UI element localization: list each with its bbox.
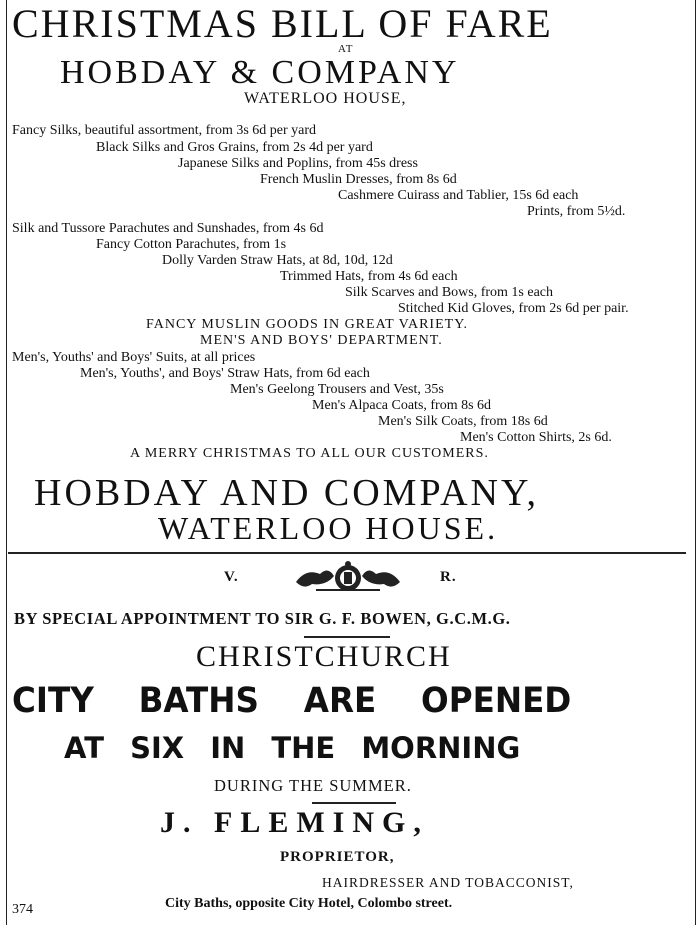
- list-item: Silk and Tussore Parachutes and Sunshades, from 4s 6d: [12, 221, 324, 236]
- ad-number: 374: [12, 902, 33, 917]
- divider: [8, 552, 686, 554]
- at-label: AT: [338, 43, 354, 55]
- short-divider: [304, 636, 390, 638]
- city-name: CHRISTCHURCH: [196, 640, 452, 673]
- list-item: FANCY MUSLIN GOODS IN GREAT VARIETY.: [146, 317, 468, 332]
- short-divider-2: [312, 802, 396, 804]
- list-item: Fancy Silks, beautiful assortment, from 3s 6d per yard: [12, 123, 317, 138]
- during-summer: DURING THE SUMMER.: [214, 776, 412, 795]
- list-item: Trimmed Hats, from 4s 6d each: [280, 269, 458, 284]
- address-line: City Baths, opposite City Hotel, Colombo street.: [165, 896, 453, 911]
- company-heading: HOBDAY & COMPANY: [60, 54, 460, 91]
- list-item: A MERRY CHRISTMAS TO ALL OUR CUSTOMERS.: [130, 446, 489, 461]
- crest-r: R.: [440, 569, 457, 585]
- list-item: Men's Geelong Trousers and Vest, 35s: [230, 382, 444, 397]
- house-heading: WATERLOO HOUSE,: [244, 90, 407, 107]
- trade-line: HAIRDRESSER AND TOBACCONIST,: [322, 875, 574, 890]
- list-item: Fancy Cotton Parachutes, from 1s: [96, 237, 287, 252]
- royal-crest-icon: [286, 560, 410, 597]
- list-item: Japanese Silks and Poplins, from 45s dress: [178, 156, 418, 171]
- proprietor-label: PROPRIETOR,: [280, 849, 395, 865]
- list-item: Men's Cotton Shirts, 2s 6d.: [460, 430, 612, 445]
- proprietor-name: J. FLEMING,: [160, 806, 429, 839]
- list-item: Stitched Kid Gloves, from 2s 6d per pair.: [398, 301, 629, 316]
- list-item: Cashmere Cuirass and Tablier, 15s 6d each: [338, 188, 579, 203]
- list-item: MEN'S AND BOYS' DEPARTMENT.: [200, 333, 443, 348]
- crest-v: V.: [224, 569, 239, 585]
- headline-morning: AT SIX IN THE MORNING: [64, 731, 521, 765]
- appointment-line: BY SPECIAL APPOINTMENT TO SIR G. F. BOWEN, G.C.M.G.: [14, 609, 511, 628]
- headline-baths: CITY BATHS ARE OPENED: [12, 681, 572, 721]
- list-item: French Muslin Dresses, from 8s 6d: [260, 172, 457, 187]
- bill-title: CHRISTMAS BILL OF FARE: [12, 1, 553, 46]
- list-item: Men's, Youths', and Boys' Straw Hats, from 6d each: [80, 366, 370, 381]
- footer-house: WATERLOO HOUSE.: [158, 510, 499, 546]
- list-item: Black Silks and Gros Grains, from 2s 4d per yard: [96, 140, 373, 155]
- list-item: Men's Alpaca Coats, from 8s 6d: [312, 398, 492, 413]
- list-item: Prints, from 5½d.: [527, 204, 626, 219]
- list-item: Dolly Varden Straw Hats, at 8d, 10d, 12d: [162, 253, 393, 268]
- list-item: Silk Scarves and Bows, from 1s each: [345, 285, 554, 300]
- list-item: Men's Silk Coats, from 18s 6d: [378, 414, 548, 429]
- footer-company: HOBDAY AND COMPANY,: [34, 472, 540, 514]
- list-item: Men's, Youths' and Boys' Suits, at all prices: [12, 350, 256, 365]
